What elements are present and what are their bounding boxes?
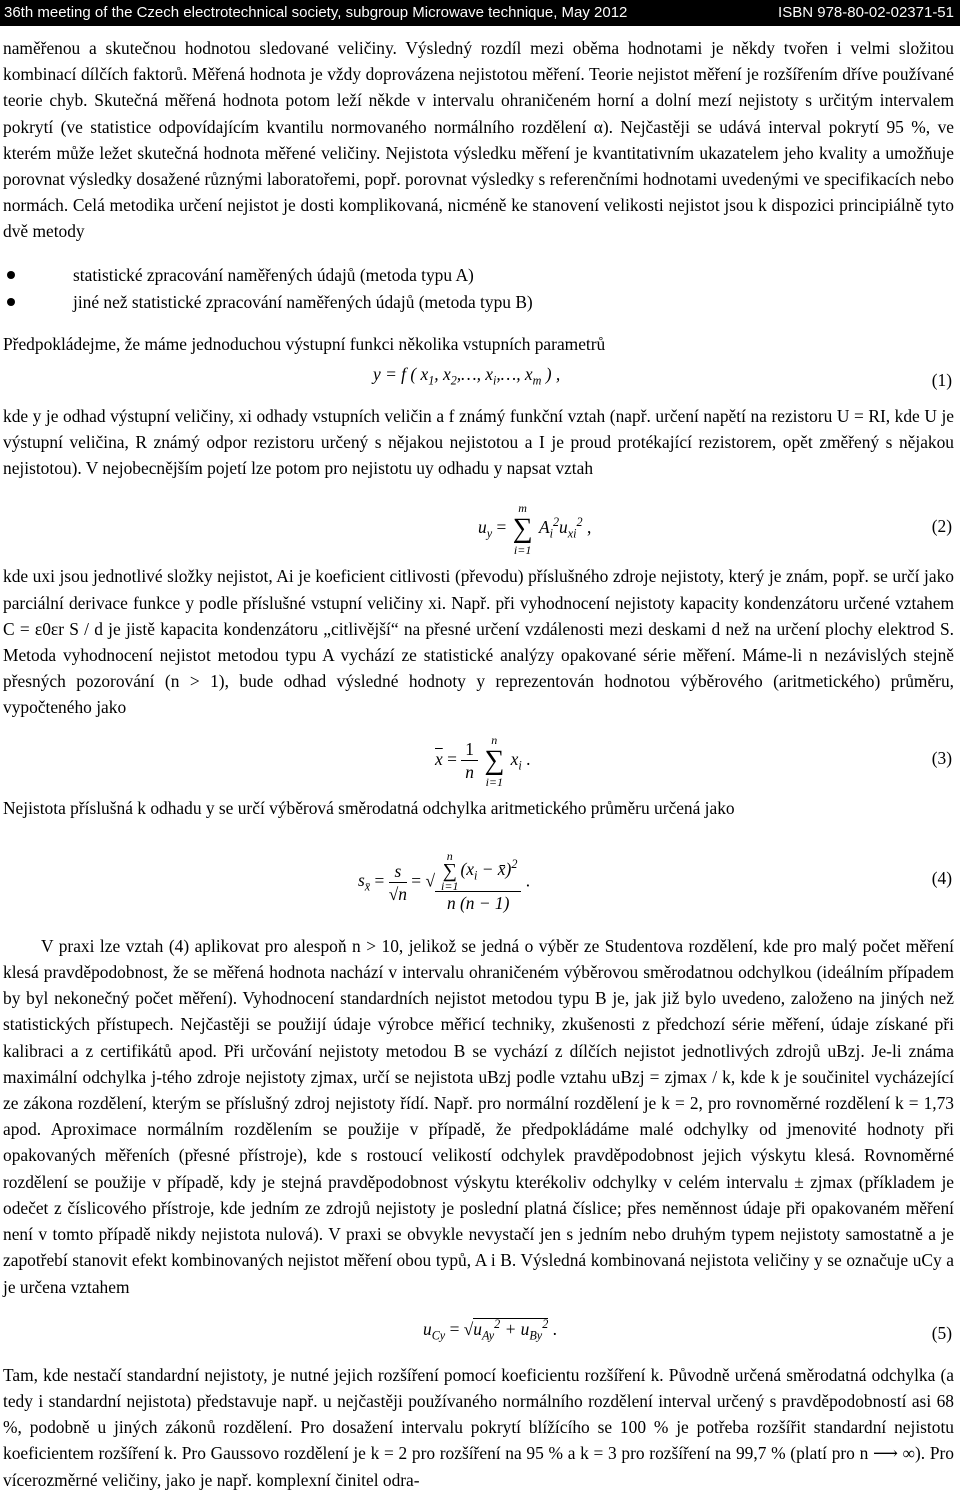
equation-2 [3,489,954,563]
header-conference: 36th meeting of the Czech electrotechnical society, subgroup Microwave technique, May 2012 [4,4,628,21]
equation-5-body: $u_{Cy} = √u_{Ay}^2 + u_{By}^2$ . [423,1316,557,1343]
equation-2-number: (2) [931,516,952,537]
paragraph-5: Nejistota příslušná k odhadu y se určí výběrová směrodatná odchylka aritmetického průměru určená jako [3,797,735,818]
method-list [3,262,954,316]
paragraph-3: kde y je odhad výstupní veličiny, xi odhady vstupních veličin a f známý funkční vztah (např. určení napětí na rezistoru U = RI, kde U je výstupní veličina, R známý odpor rezistoru určený s nějakou nejistotou a I je proud protékající rezistorem, opět změřený s nějakou nejistotou). V nejobecnějším pojetí lze potom pro nejistotu uy odhadu y napsat vztah [3,405,954,479]
paragraph-2: Předpokládejme, že máme jednoduchou výstupní funkci několika vstupních parametrů [3,333,606,354]
equation-3-number: (3) [931,747,952,768]
page-header [0,0,960,26]
equation-1-body: y = f ( $x_1$, $x_2,\dots$, $x_i,\dots$, $x_m$ ) , [373,363,561,388]
list-item: statistické zpracování naměřených údajů (metoda typu A) [3,262,954,289]
equation-3 [3,727,954,795]
equation-2-body: $u_y$ = m ∑ i=1 $A_i^2u_{xi}^2$ , [478,501,592,558]
equation-5-number: (5) [931,1322,952,1343]
equation-4 [3,829,954,933]
paragraph-4: kde uxi jsou jednotlivé složky nejistot, Ai je koeficient citlivosti (převodu) příslušného zdroje nejistoty, který je znám, popř. se určí jako parciální derivace funkce y podle příslušné vstupní veličiny xi. Např. při vyhodnocení nejistoty kapacity kondenzátoru určené vztahem C = ε0εr S / d je jistě kapacita kondenzátoru „citlivější“ na přesné určení vzdálenosti mezi deskami d než na určení plochy elektrod S. Metoda vyhodnocení nejistot metodou typu A vychází ze statistické analýzy opakované série měření. Máme-li n nezávislých stejně přesných pozorování (n > 1), bude odhad výsledné hodnoty y reprezentován hodnotou výběrového (aritmetického) průměru, vypočteného jako [3,566,954,718]
equation-4-body: $s_{x̄}$ = $\frac{s}{√n}$ = √ n ∑ i=1 ($x_i$ − x̄)$^2$ n (n − 1) . [358,848,531,913]
list-item: jiné než statistické zpracování naměřených údajů (metoda typu B) [3,289,954,316]
paragraph-1: naměřenou a skutečnou hodnotou sledované veličiny. Výsledný rozdíl mezi oběma hodnotami je někdy tvořen i velmi složitou kombinací dílčích faktorů. Měřená hodnota je vždy doprovázena nejistotou měření. Teorie nejistot měření je rozšířením dříve používané teorie chyb. Skutečná měřená hodnota potom leží někde v intervalu ohraničeném horní a dolní mezí nejistoty s určitým intervalem pokrytí (ve statistice odpovídajícím kvantilu normovaného normálního rozdělení α). Nejčastěji se udává interval pokrytí 95 %, ve kterém může ležet skutečná hodnota měřené veličiny. Nejistota výsledku měření je kvantitativním ukazatelem jeho kvality a umožňuje porovnat výsledky dosažené různými laboratořemi, popř. porovnat výsledky s referenčními hodnotami uvedenými ve specifikacích nebo normách. Celá metodika určení nejistot je dosti komplikovaná, nicméně ke stanovení velikosti nejistot jsou k dispozici principiálně tyto dvě metody [3,38,954,242]
equation-1-number: (1) [931,369,952,390]
equation-5 [3,1306,954,1362]
paragraph-7: Tam, kde nestačí standardní nejistoty, je nutné jejich rozšíření pomocí koeficientu rozšíření k. Původně určená směrodatná odchylka (a tedy i standardní nejistota) představuje např. u nejčastěji používaného normálního rozdělení interval určený s pravděpodobností asi 68 %, podobně u jiných zákonů rozdělení. Pro dosažení intervalu pokrytí blížícího se 100 % je potřeba rozšířit standardní nejistotu koeficientem rozšíření k. Pro Gaussovo rozdělení je k = 2 pro rozšíření na 95 % a k = 3 pro rozšíření na 99,7 % (platí pro n ⟶ ∞). Pro vícerozměrné veličiny, jako je např. komplexní činitel odra- [3,1364,954,1490]
equation-3-body: $\overline{x}$ = $\frac{1}{n}$ n ∑ i=1 $x_i$ . [435,732,531,789]
paragraph-6: V praxi lze vztah (4) aplikovat pro alespoň n > 10, jelikož se jedná o výběr ze Studentova rozdělení, kde pro malý počet měření klesá pravděpodobnost, že se měřená hodnota nachází v intervalu ohraničeném výběrovou směrodatnou odchylkou (ideálním případem by byl nekonečný počet měření). Vyhodnocení standardních nejistot metodou typu B je, jak již bylo uvedeno, založeno na jiných než statistických přístupech. Nejčastěji se použijí údaje výrobce měřicí techniky, zkušenosti z předchozí série měření, údaje získané při kalibraci a z certifikátů apod. Při určování nejistoty metodou B se vychází z dílčích nejistot jednotlivých zdrojů uBzj. Je-li známa maximální odchylka j-tého zdroje nejistoty zjmax, určí se nejistota uBzj podle vztahu uBzj = zjmax / k, kde k je součinitel vycházející ze zákona rozdělení, kterým se příslušný zdroj nejistoty řídí. Např. pro normální rozdělení je k = 2, pro rovnoměrné rozdělení k = 1,73 apod. Aproximace normálním rozdělením se použije v případě, že předpokládáme malé odchylky od jmenovité hodnoty při opakovaných měřeních (přesné přístroje), kde s rostoucí velikostí odchylek pravděpodobnost jejich výskytu klesá. Rovnoměrné rozdělení se použije v případě, kdy je stejná pravděpodobnost výskytu kterékoliv odchylky v celém intervalu ± zjmax (příkladem je odečet z číslicového přístroje, kde jedním ze zdrojů nejistoty je poslední platná číslice; přes neměnnost údaje při opakovaném měření není v tomto případě nikdy nejistota nulová). V praxi se obvykle nevystačí jen s jedním nebo druhým typem nejistoty samostatně a je zapotřebí stanovit efekt kombinovaných nejistot měření obou typů, A i B. Výsledná kombinovaná nejistota veličiny y se označuje uCy a je určena vztahem [3,935,954,1297]
equation-1 [3,361,954,403]
equation-4-number: (4) [931,867,952,888]
page-content [3,35,954,1493]
header-isbn: ISBN 978-80-02-02371-51 [778,4,954,21]
